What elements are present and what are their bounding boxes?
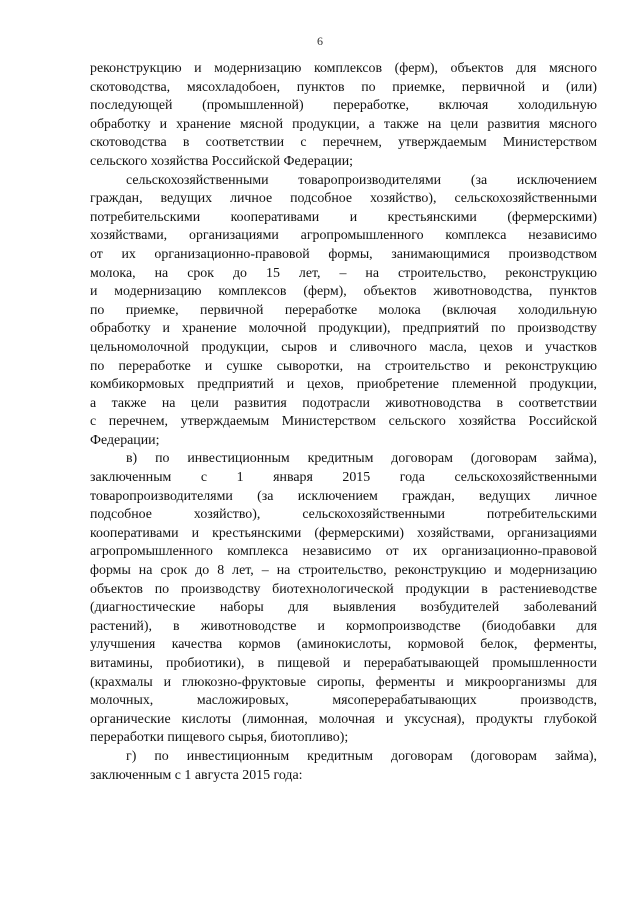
page-number: 6 [317, 34, 323, 48]
text-line: в) по инвестиционным кредитным договорам (договорам займа), [126, 451, 597, 467]
document-body [90, 60, 597, 785]
text-line: органические кислоты (лимонная, молочная и уксусная), продукты глубокой [90, 711, 597, 727]
text-line: (диагностические наборы для выявления возбудителей заболеваний [90, 600, 597, 616]
paragraph [90, 748, 597, 785]
text-line: последующей (промышленной) переработке, включая холодильную [90, 98, 597, 114]
text-line: комбикормовых предприятий и цехов, приобретение племенной продукции, [90, 377, 597, 393]
paragraph [90, 450, 597, 748]
text-line: а также на цели развития подотрасли животноводства в соответствии [90, 395, 597, 411]
text-line: цельномолочной продукции, сыров и сливочного масла, цехов и участков [90, 339, 597, 355]
text-line: заключенным с 1 января 2015 года сельскохозяйственными [90, 470, 597, 486]
text-line: формы на срок до 8 лет, – на строительство, реконструкцию и модернизацию [90, 563, 597, 579]
text-line: от их организационно-правовой формы, занимающимися производством [90, 246, 597, 262]
text-line: Федерации; [90, 432, 160, 448]
text-line: улучшения качества кормов (аминокислоты, кормовой белок, ферменты, [90, 637, 597, 653]
text-line: агропромышленного комплекса независимо от их организационно-правовой [90, 544, 597, 560]
text-line: скотоводства, мясохладобоен, пунктов по приемке, первичной и (или) [90, 79, 597, 95]
text-line: подсобное хозяйство), сельскохозяйственными потребительскими [90, 507, 597, 523]
text-line: сельскохозяйственными товаропроизводителями (за исключением [126, 172, 597, 188]
text-line: по переработке и сушке сыворотки, на строительство и реконструкцию [90, 358, 597, 374]
text-line: молочных, масложировых, мясоперерабатывающих производств, [90, 693, 597, 709]
paragraph [90, 172, 597, 451]
text-line: г) по инвестиционным кредитным договорам (договорам займа), [126, 748, 597, 764]
text-line: хозяйствами, организациями агропромышленного комплекса независимо [90, 228, 597, 244]
text-line: с перечнем, утверждаемым Министерством сельского хозяйства Российской [90, 414, 597, 430]
text-line: молока, на срок до 15 лет, – на строительство, реконструкцию [90, 265, 597, 281]
text-line: (крахмалы и глюкозно-фруктовые сиропы, ферменты и микроорганизмы для [90, 674, 597, 690]
text-line: по приемке, первичной переработке молока (включая холодильную [90, 302, 597, 318]
text-line: и модернизацию комплексов (ферм), объектов животноводства, пунктов [90, 284, 597, 300]
text-line: скотоводства в соответствии с перечнем, утверждаемым Министерством [90, 135, 597, 151]
text-line: обработку и хранение молочной продукции), предприятий по производству [90, 321, 597, 337]
text-line: кооперативами и крестьянскими (фермерскими) хозяйствами, организациями [90, 525, 597, 541]
text-line: заключенным с 1 августа 2015 года: [90, 767, 303, 783]
text-line: растений), в животноводстве и кормопроизводстве (биодобавки для [90, 618, 597, 634]
text-line: обработку и хранение мясной продукции, а также на цели развития мясного [90, 116, 597, 132]
text-line: витамины, пробиотики), в пищевой и перерабатывающей промышленности [90, 656, 597, 671]
text-line: объектов по производству биотехнологической продукции в растениеводстве [90, 581, 597, 597]
text-line: потребительскими кооперативами и крестьянскими (фермерскими) [90, 209, 597, 225]
text-line: граждан, ведущих личное подсобное хозяйство), сельскохозяйственными [90, 191, 597, 207]
text-line: переработки пищевого сырья, биотопливо); [90, 730, 349, 746]
text-line: реконструкцию и модернизацию комплексов (ферм), объектов для мясного [90, 61, 597, 76]
text-line: товаропроизводителями (за исключением граждан, ведущих личное [90, 488, 597, 504]
text-line: сельского хозяйства Российской Федерации; [90, 153, 353, 169]
paragraph [90, 60, 597, 172]
